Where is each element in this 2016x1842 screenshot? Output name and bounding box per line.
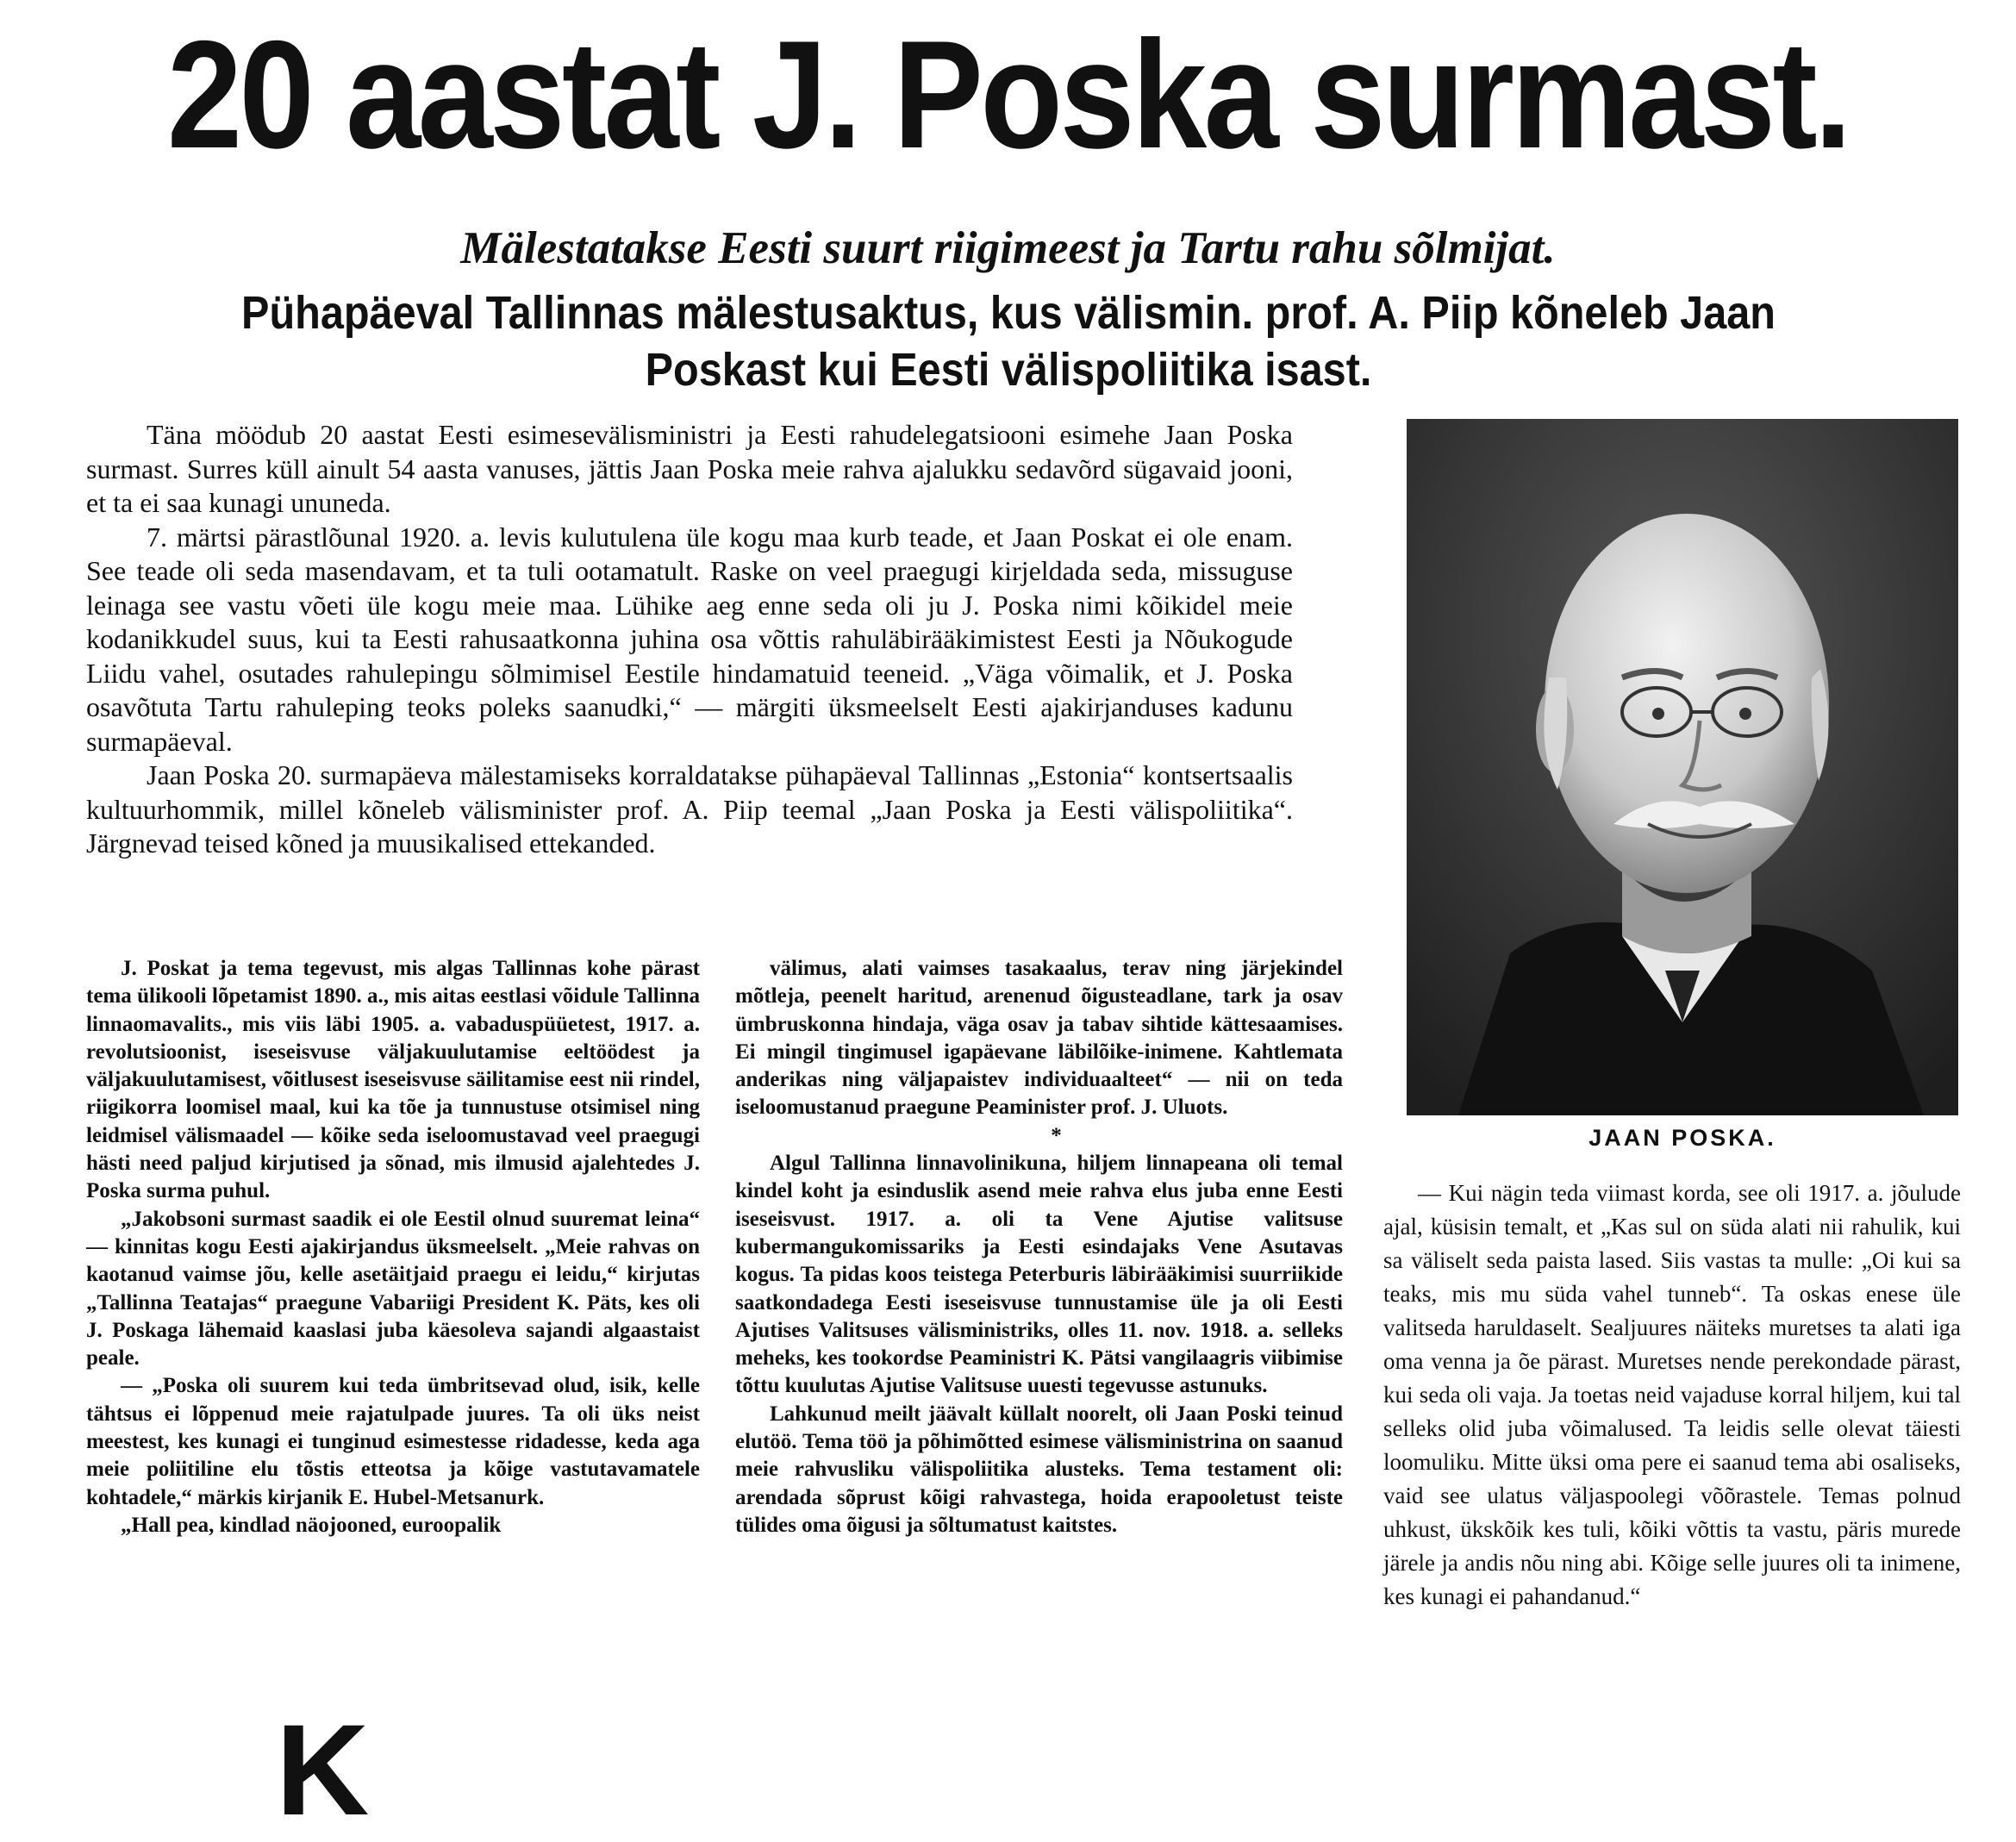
portrait-illustration bbox=[1407, 419, 1958, 1115]
headline: 20 aastat J. Poska surmast. bbox=[166, 9, 1850, 180]
column-paragraph: Algul Tallinna linnavolinikuna, hiljem linnapeana oli temal kindel koht ja esinduslik asend meie rahva elus juba enne Eesti iseseisvust. 1917. a. oli ta Vene Ajutise valitsuse kubermangukomissariks ja Eesti esindajaks Vene Asutavas kogus. Ta pidas koos teistega Peterburis läbirääkimisi suurriikide saatkondadega Eesti iseseisvuse tunnustamise üle ja oli Eesti Ajutises Valitsuses välisministriks, olles 11. nov. 1918. a. selleks meheks, kes tookordse Peaministri K. Pätsi vangilaagris viibimise tõttu kuulutas Ajutise Valitsuse uuesti tegevusse astunuks. bbox=[735, 1152, 1343, 1398]
column-paragraph: välimus, alati vaimses tasakaalus, terav ning järjekindel mõtleja, peenelt haritud, arenenud õigusteadlane, tark ja osav ümbruskonna hindaja, väga osav ja tabav sihtide kättesaamises. Ei mingil tingimusel igapäevane läbilõike-inimene. Kahtlemata anderikas ning väljapaistev individuaalteet“ — nii on teda iseloomustanud praegune Peaminister prof. J. Uluots. bbox=[735, 957, 1343, 1120]
column-3 bbox=[1383, 1177, 1961, 1614]
lead-paragraph: 7. märtsi pärastlõunal 1920. a. levis kulutulena üle kogu maa kurb teade, et Jaan Poskat ei ole enam. See teade oli seda masendavam, et ta tuli ootamatult. Raske on veel praegugi kirjeldada seda, missuguse leinaga see vastu võeti üle kogu meie maa. Lühike aeg enne seda oli ju J. Poska nimi kõikidel meie kodanikkudel suus, kui ta Eesti rahusaatkonna juhina osa võttis rahuläbirääkimistest Eesti ja Nõukogude Liidu vahel, osutades rahulepingu sõlmimisel Eestile hindamatuid teeneid. „Väga võimalik, et J. Poska osavõtuta Tartu rahuleping teoks poleks saanudki,“ — märgiti üksmeelselt Eesti ajakirjanduses kadunu surmapäeval. bbox=[86, 521, 1293, 757]
lead-paragraph: Täna möödub 20 aastat Eesti esimesevälisministri ja Eesti rahudelegatsiooni esimehe Jaan Poska surmast. Surres küll ainult 54 aasta vanuses, jättis Jaan Poska meie rahva ajalukku sedavõrd sügavaid jooni, et ta ei saa kunagi ununeda. bbox=[86, 419, 1293, 518]
separator-star: * bbox=[1051, 1123, 1062, 1147]
column-1 bbox=[86, 955, 700, 1539]
column-paragraph: — Kui nägin teda viimast korda, see oli 1917. a. jõulude ajal, küsisin temalt, et „Kas sul on süda alati nii rahulik, kui sa väliselt seda paista lased. Siis vastas ta mulle: „Oi kui sa teaks, mis mu süda vahel tunneb“. Ta oskas enese üle valitseda haruldaselt. Sealjuures näiteks muretses ta alati iga oma venna ja õe pärast. Muretses nende perekondade pärast, kui seda oli vaja. Ja toetas neid vajaduse korral hiljem, kui tal selleks olid juba võimalused. Ta leidis selle olevat täiesti loomuliku. Mitte üksi oma pere ei saanud tema abi osaliseks, vaid see ulatus väljaspoolegi võõrastele. Temas polnud uhkust, ükskõik kes tuli, kõiki võttis ta vastu, päris murede järele ja andis nõu ning abi. Kõige selle juures oli ta inimene, kes kunagi ei pahandanud.“ bbox=[1383, 1180, 1961, 1609]
column-paragraph: „Hall pea, kindlad näojooned, euroopalik bbox=[121, 1513, 502, 1537]
column-paragraph: — „Poska oli suurem kui teda ümbritsevad olud, isik, kelle tähtsus ei lõppenud meie rajatulpade juures. Ta oli üks neist meestest, kes kunagi ei tunginud esimestesse ridadesse, keda aga meie poliitiline elu tõstis etteotsa ja kõige vastutavamatele kohtadele,“ märkis kirjanik E. Hubel-Metsanurk. bbox=[86, 1374, 700, 1509]
column-paragraph: Lahkunud meilt jäävalt küllalt noorelt, oli Jaan Poski teinud elutöö. Tema töö ja põhimõtted esimese välisministrina on saanud meie rahvusliku välispoliitika alusteks. Tema testament oli: arendada sõprust kõigi rahvastega, hoida erapooletust teiste tülides oma õigusi ja sõltumatust kaitstes. bbox=[735, 1402, 1343, 1537]
column-2 bbox=[735, 955, 1343, 1539]
photo-caption: JAAN POSKA. bbox=[1588, 1125, 1776, 1151]
lead-text bbox=[86, 418, 1293, 861]
next-article-headline bbox=[276, 1697, 1267, 1842]
next-article-fragment: K bbox=[276, 1697, 380, 1842]
column-paragraph: „Jakobsoni surmast saadik ei ole Eestil olnud suuremat leina“ — kinnitas kogu Eesti ajakirjandus üksmeelselt. „Meie rahvas on kaotanud vaimse jõu, kelle asetäitjaid praegu ei leidu,“ kirjutas „Tallinna Teatajas“ praegune Vabariigi President K. Päts, kes oli J. Poskaga lähemaid kaaslasi juba käesoleva sajandi algaastaist peale. bbox=[86, 1207, 700, 1371]
subheadline: Mälestatakse Eesti suurt riigimeest ja Tartu rahu sõlmijat. bbox=[460, 223, 1556, 273]
deck: Pühapäeval Tallinnas mälestusaktus, kus välismin. prof. A. Piip kõneleb Jaan Poskast kui Eesti välispoliitika isast. bbox=[241, 287, 1776, 396]
column-paragraph: J. Poskat ja tema tegevust, mis algas Tallinnas kohe pärast tema ülikooli lõpetamist 1890. a., mis aitas eestlasi võidule Tallinna linnaomavalits., mis viis läbi 1905. a. vabaduspüüetest, 1917. a. revolutsioonist, iseseisvuse väljakuulutamise eeltöödest ja väljakuulutamisest, võitlusest iseseisvuse säilitamise eest nii rindel, riigikorra loomisel maal, kui ka tõe ja tunnustuse otsimisel ning leidmisel välismaadel — kõike seda iseloomustavad veel praegugi hästi need paljud kirjutised ja sõnad, mis ilmusid ajalehtedes J. Poska surma puhul. bbox=[86, 957, 700, 1203]
portrait-photo bbox=[1407, 419, 1958, 1115]
lead-paragraph: Jaan Poska 20. surmapäeva mälestamiseks korraldatakse pühapäeval Tallinnas „Estonia“ kontsertsaalis kultuurhommik, millel kõneleb välisminister prof. A. Piip teemal „Jaan Poska ja Eesti välispoliitika“. Järgnevad teised kõned ja muusikalised ettekanded. bbox=[86, 759, 1293, 859]
